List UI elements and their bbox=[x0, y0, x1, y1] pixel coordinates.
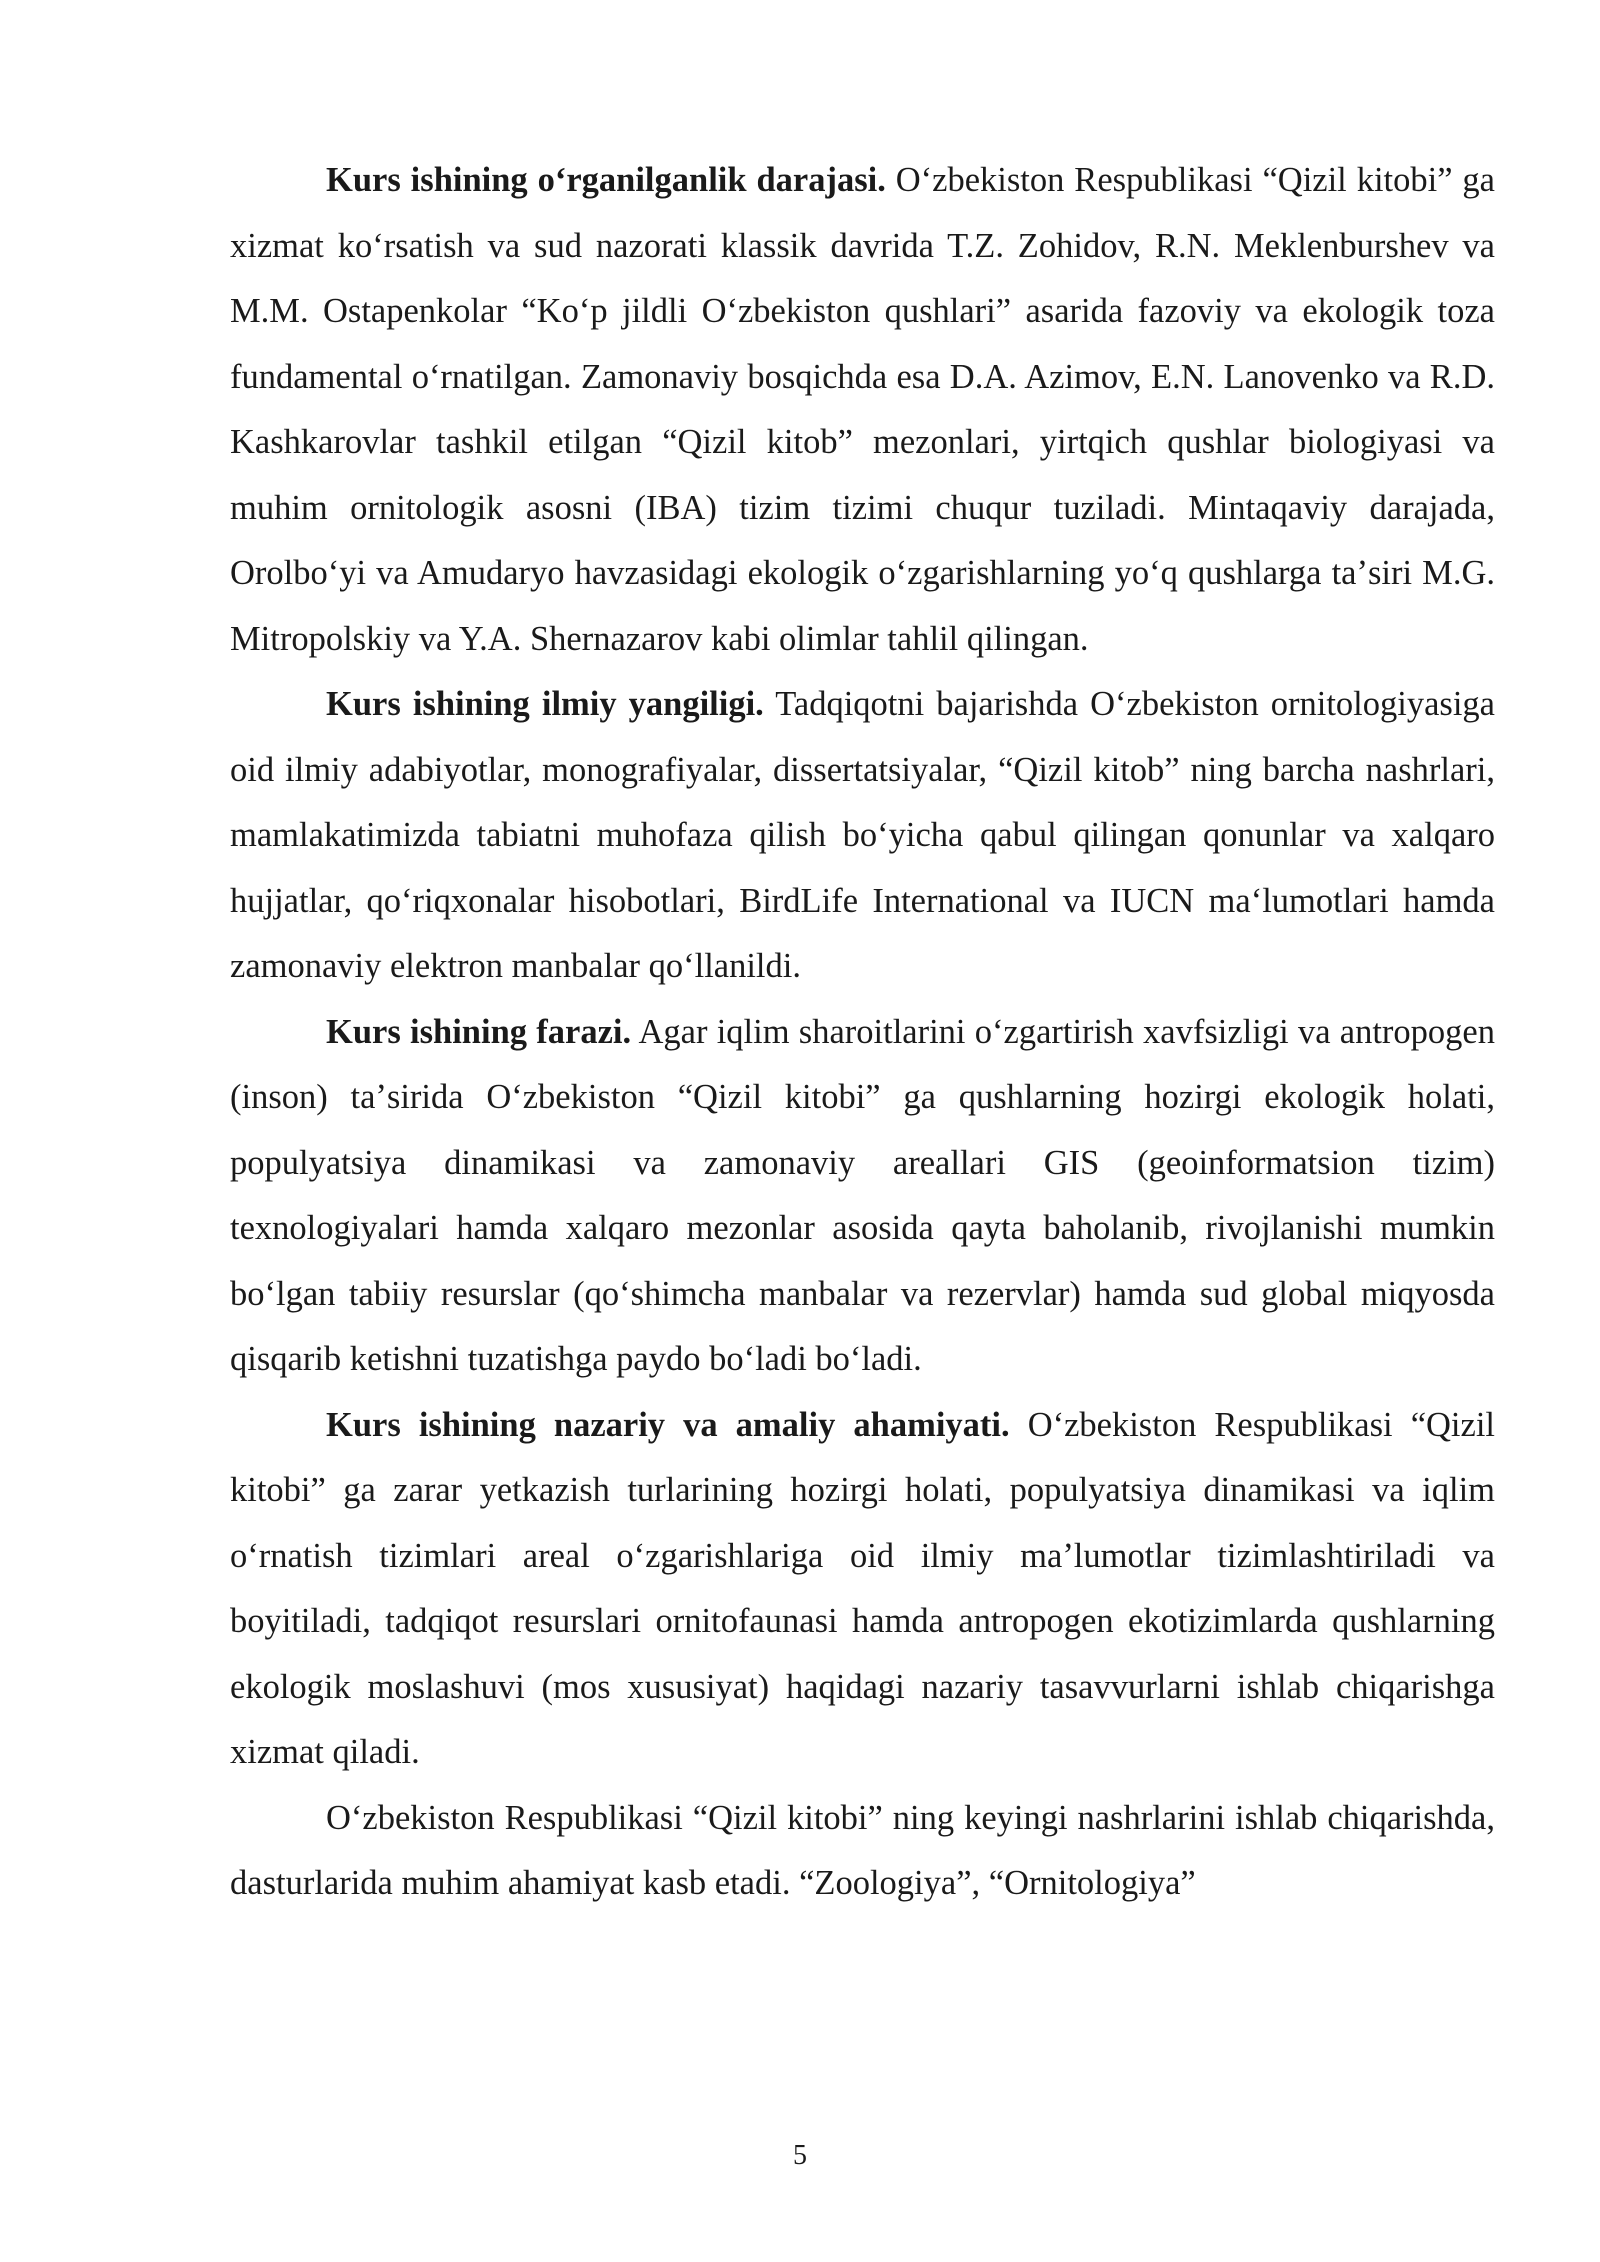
paragraph-body: Oʻzbekiston Respublikasi “Qizil kitobi” ning keyingi nashrlarini ishlab chiqarishda, dasturlarida muhim ahamiyat kasb etadi. “Zoologiya”, “Ornitologiya” bbox=[230, 1798, 1495, 1902]
paragraph-heading: Kurs ishining nazariy va amaliy ahamiyati. bbox=[326, 1405, 1010, 1444]
paragraph-study-degree bbox=[230, 148, 1495, 672]
paragraph-heading: Kurs ishining oʻrganilganlik darajasi. bbox=[326, 161, 886, 199]
document-page bbox=[230, 148, 1495, 1917]
paragraph-significance bbox=[230, 1393, 1495, 1786]
paragraph-body: Agar iqlim sharoitlarini oʻzgartirish xavfsizligi va antropogen (inson) taʼsirida Oʻzbekiston “Qizil kitobi” ga qushlarning hozirgi ekologik holati, populyatsiya dinamikasi va zamonaviy areallari GIS (geoinformatsion tizim) texnologiyalari hamda xalqaro mezonlar asosida qayta baholanib, rivojlanishi mumkin boʻlgan tabiiy resurslar (qoʻshimcha manbalar va rezervlar) hamda sud global miqyosda qisqarib ketishni tuzatishga paydo boʻladi boʻladi. bbox=[230, 1012, 1495, 1378]
paragraph-body: Oʻzbekiston Respublikasi “Qizil kitobi” ga xizmat koʻrsatish va sud nazorati klassik davrida T.Z. Zohidov, R.N. Meklenburshev va M.M. Ostapenkolar “Koʻp jildli Oʻzbekiston qushlari” asarida fazoviy va ekologik toza fundamental oʻrnatilgan. Zamonaviy bosqichda esa D.A. Azimov, E.N. Lanovenko va R.D. Kashkarovlar tashkil etilgan “Qizil kitob” mezonlari, yirtqich qushlar biologiyasi va muhim ornitologik asosni (IBA) tizim tizimi chuqur tuziladi. Mintaqaviy darajada, Orolboʻyi va Amudaryo havzasidagi ekologik oʻzgarishlarning yoʻq qushlarga taʼsiri M.G. Mitropolskiy va Y.A. Shernazarov kabi olimlar tahlil qilingan. bbox=[230, 161, 1495, 658]
paragraph-hypothesis bbox=[230, 1000, 1495, 1393]
page-number: 5 bbox=[793, 2140, 807, 2171]
paragraph-body: Tadqiqotni bajarishda Oʻzbekiston ornitologiyasiga oid ilmiy adabiyotlar, monografiyalar, dissertatsiyalar, “Qizil kitob” ning barcha nashrlari, mamlakatimizda tabiatni muhofaza qilish boʻyicha qabul qilingan qonunlar va xalqaro hujjatlar, qoʻriqxonalar hisobotlari, BirdLife International va IUCN maʻlumotlari hamda zamonaviy elektron manbalar qoʻllanildi. bbox=[230, 685, 1495, 985]
paragraph-body: Oʻzbekiston Respublikasi “Qizil kitobi” ga zarar yetkazish turlarining hozirgi holati, populyatsiya dinamikasi va iqlim oʻrnatish tizimlari areal oʻzgarishlariga oid ilmiy maʼlumotlar tizimlashtiriladi va boyitiladi, tadqiqot resurslari ornitofaunasi hamda antropogen ekotizimlarda qushlarning ekologik moslashuvi (mos xususiyat) haqidagi nazariy tasavvurlarni ishlab chiqarishga xizmat qiladi. bbox=[230, 1405, 1495, 1771]
paragraph-scientific-novelty bbox=[230, 672, 1495, 1000]
paragraph-continuation bbox=[230, 1786, 1495, 1917]
paragraph-heading: Kurs ishining ilmiy yangiligi. bbox=[326, 685, 764, 723]
paragraph-heading: Kurs ishining farazi. bbox=[326, 1012, 632, 1051]
